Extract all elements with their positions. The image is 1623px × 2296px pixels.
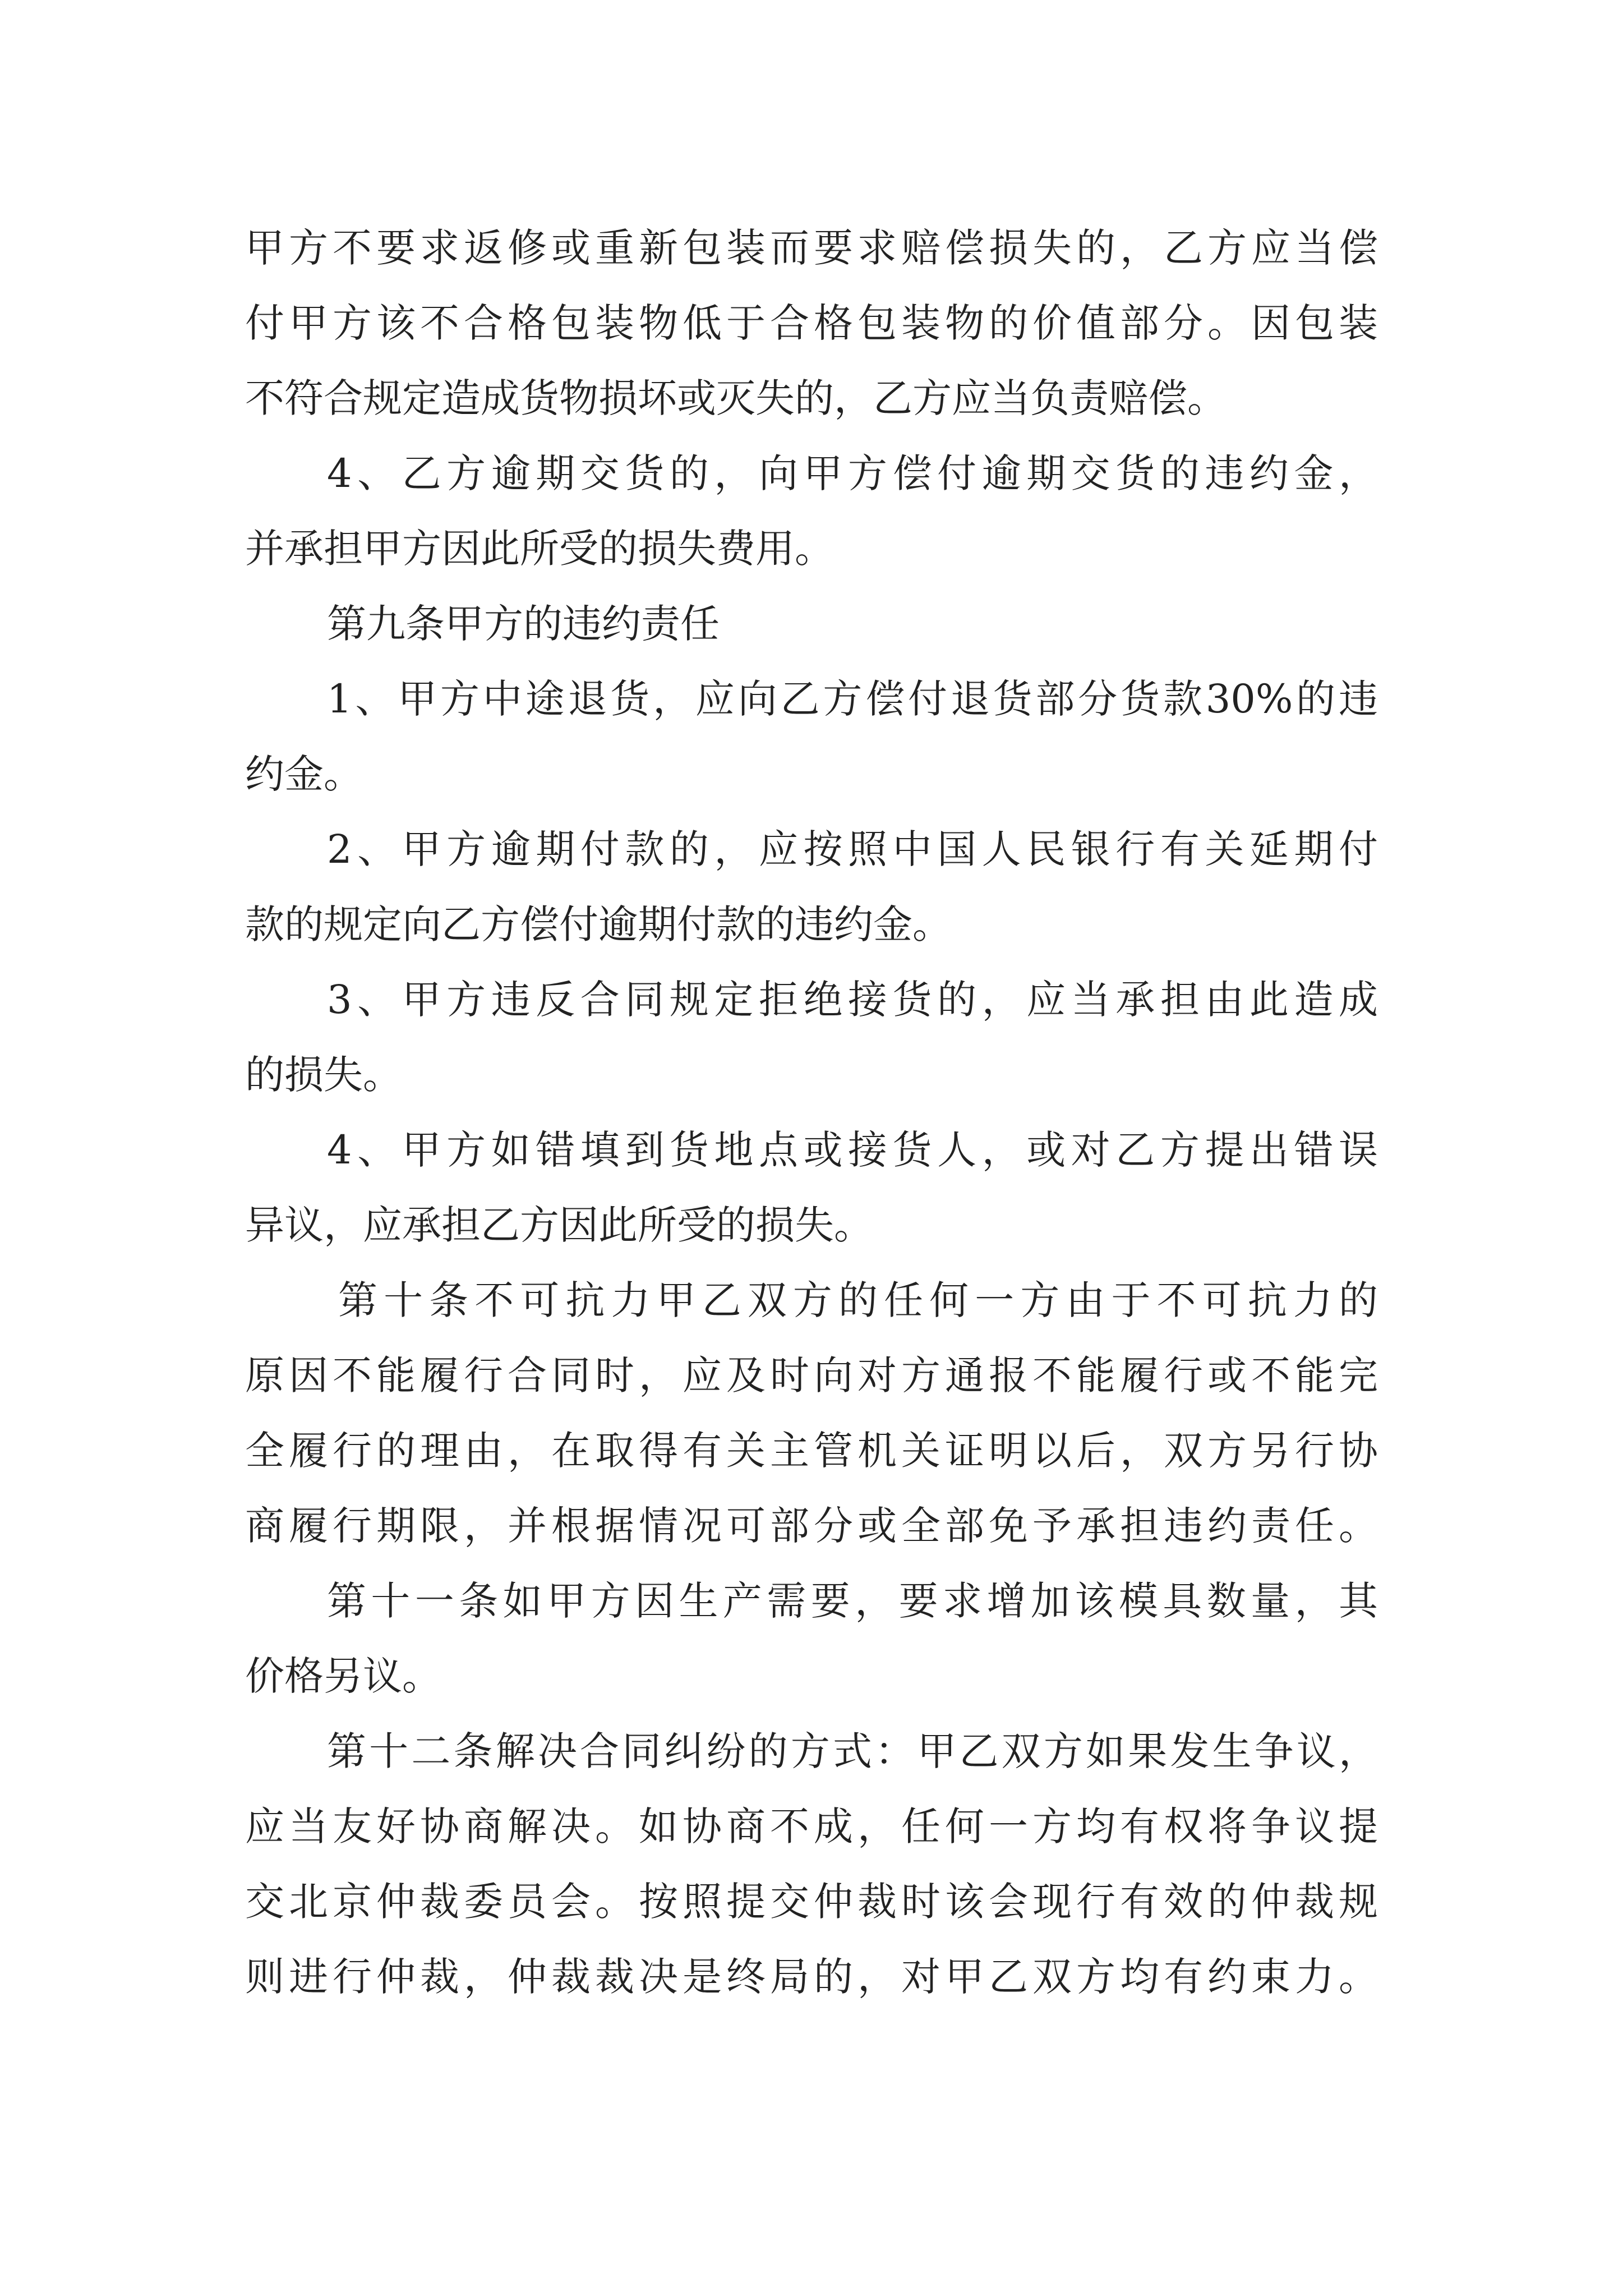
clause-line: 3、甲方违反合同规定拒绝接货的，应当承担由此造成	[327, 977, 1378, 1023]
article-heading: 第九条甲方的违约责任	[327, 601, 720, 647]
body-line: 则进行仲裁，仲裁裁决是终局的，对甲乙双方均有约束力。	[245, 1954, 1378, 2000]
body-line: 付甲方该不合格包装物低于合格包装物的价值部分。因包装	[245, 300, 1378, 346]
contract-body	[245, 210, 1378, 2014]
body-line: 交北京仲裁委员会。按照提交仲裁时该会现行有效的仲裁规	[245, 1879, 1378, 1925]
body-line: 应当友好协商解决。如协商不成，任何一方均有权将争议提	[245, 1803, 1378, 1849]
body-line: 商履行期限，并根据情况可部分或全部免予承担违约责任。	[245, 1503, 1378, 1549]
body-line: 甲方不要求返修或重新包装而要求赔偿损失的，乙方应当偿	[245, 225, 1378, 271]
body-line: 约金。	[245, 751, 363, 797]
clause-line: 1、甲方中途退货，应向乙方偿付退货部分货款30%的违	[327, 676, 1378, 722]
article-line: 第十条不可抗力甲乙双方的任何一方由于不可抗力的	[338, 1277, 1378, 1323]
body-line: 款的规定向乙方偿付逾期付款的违约金。	[245, 901, 952, 947]
body-line: 异议，应承担乙方因此所受的损失。	[245, 1202, 873, 1248]
body-line: 全履行的理由，在取得有关主管机关证明以后，双方另行协	[245, 1428, 1378, 1474]
article-line: 第十一条如甲方因生产需要，要求增加该模具数量，其	[327, 1578, 1378, 1624]
body-line: 原因不能履行合同时，应及时向对方通报不能履行或不能完	[245, 1352, 1378, 1398]
body-line: 的损失。	[245, 1052, 402, 1098]
body-line: 并承担甲方因此所受的损失费用。	[245, 526, 834, 572]
clause-line: 4、甲方如错填到货地点或接货人，或对乙方提出错误	[327, 1127, 1378, 1173]
article-line: 第十二条解决合同纠纷的方式：甲乙双方如果发生争议，	[327, 1728, 1378, 1774]
clause-line: 2、甲方逾期付款的，应按照中国人民银行有关延期付	[327, 826, 1378, 872]
clause-line: 4、乙方逾期交货的，向甲方偿付逾期交货的违约金，	[327, 450, 1378, 496]
body-line: 不符合规定造成货物损坏或灭失的，乙方应当负责赔偿。	[245, 375, 1227, 421]
body-line: 价格另议。	[245, 1653, 441, 1699]
